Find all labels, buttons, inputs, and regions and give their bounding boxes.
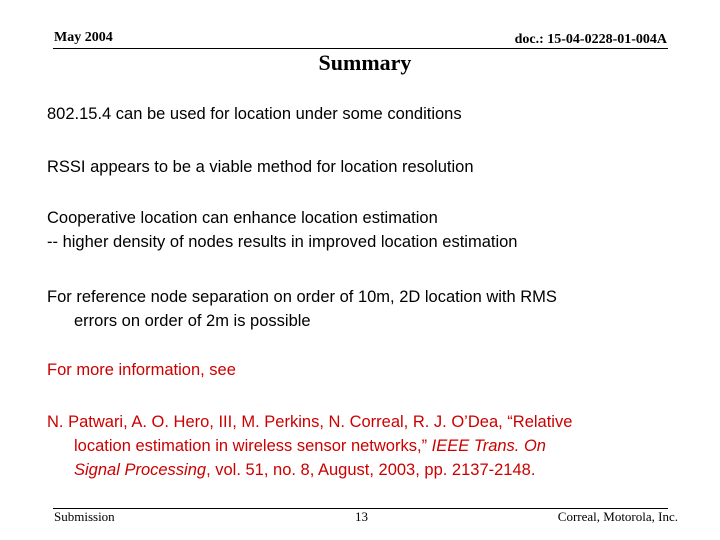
footer-author: Correal, Motorola, Inc. (557, 509, 678, 524)
bullet-3-line-1: Cooperative location can enhance location estimation (47, 209, 438, 227)
footer-page-number: 13 (355, 509, 368, 524)
bullet-5: For more information, see (47, 361, 236, 379)
reference-line-3 (47, 458, 667, 482)
bullet-2: RSSI appears to be a viable method for location resolution (47, 158, 474, 176)
bullet-1: 802.15.4 can be used for location under some conditions (47, 105, 462, 123)
reference-title-cont: location estimation in wireless sensor networks,” (74, 437, 428, 455)
bullet-4-line-2: errors on order of 2m is possible (74, 312, 311, 330)
reference-details: , vol. 51, no. 8, August, 2003, pp. 2137-2148. (206, 461, 536, 479)
footer-submission: Submission (54, 509, 115, 524)
slide-title: Summary (318, 50, 412, 75)
reference-citation (47, 410, 667, 482)
bullet-3-line-2: -- higher density of nodes results in improved location estimation (47, 233, 518, 251)
header-doc-id: doc.: 15-04-0228-01-004A (514, 32, 667, 47)
reference-journal: IEEE Trans. On (431, 437, 546, 455)
bullet-4-line-1: For reference node separation on order of 10m, 2D location with RMS (47, 288, 557, 306)
header-date: May 2004 (54, 30, 113, 45)
header-divider (53, 48, 668, 49)
reference-line-1: N. Patwari, A. O. Hero, III, M. Perkins, N. Correal, R. J. O’Dea, “Relative (47, 413, 573, 431)
reference-journal-2: Signal Processing (74, 461, 207, 479)
reference-line-2 (47, 434, 667, 458)
bullet-3 (47, 206, 667, 254)
bullet-4 (47, 285, 667, 333)
